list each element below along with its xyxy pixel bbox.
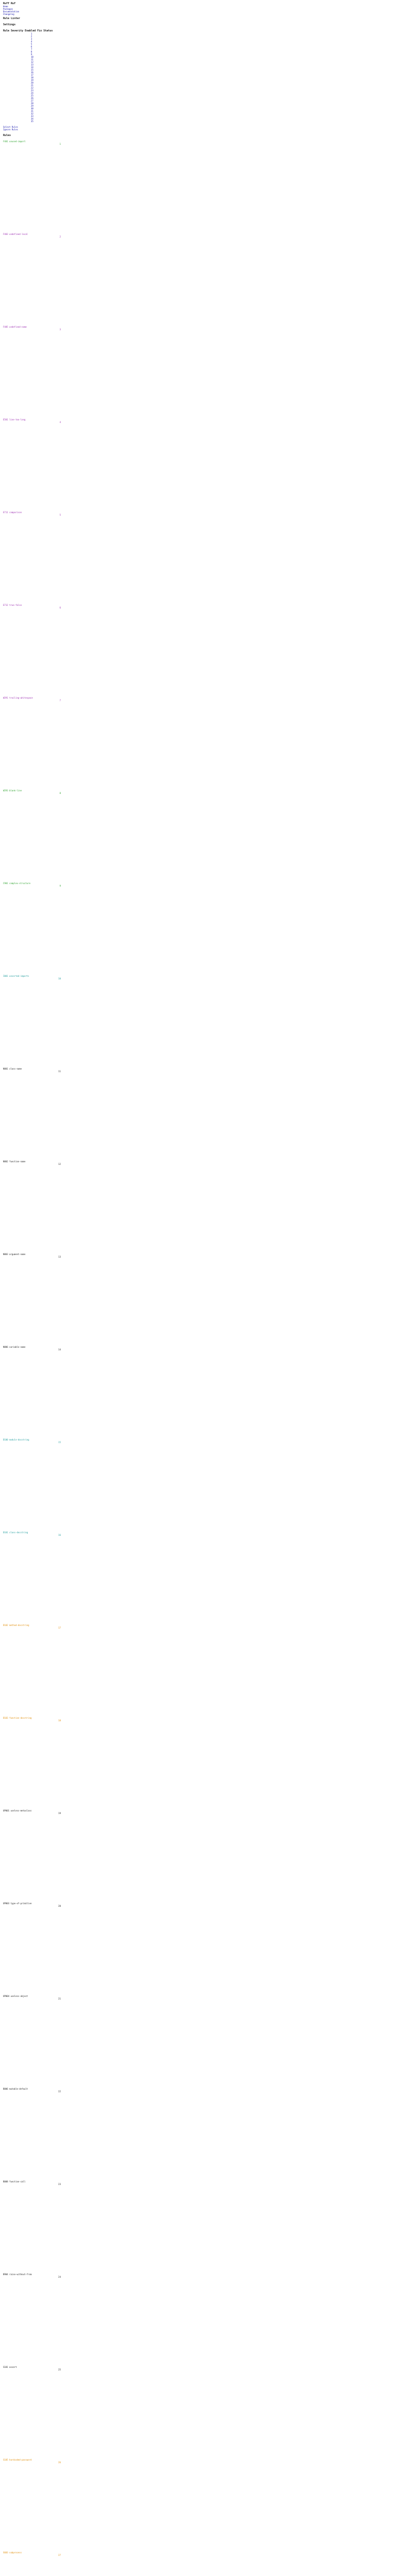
spacer <box>3 1073 65 1160</box>
spacer <box>3 2000 65 2088</box>
rule-item[interactable] <box>3 2088 65 2180</box>
spacer <box>3 145 65 233</box>
rule-name: UP004 useless-object <box>3 1995 28 1997</box>
spacer <box>3 2093 65 2180</box>
spacer <box>3 1722 65 1809</box>
note-link[interactable]: Ignore Rules <box>3 128 18 131</box>
rule-item[interactable] <box>3 233 65 326</box>
rule-name: D103 function-docstring <box>3 1717 32 1719</box>
index-item: 34 <box>31 117 33 120</box>
rule-item[interactable] <box>3 789 65 882</box>
spacer <box>3 609 65 697</box>
rule-item[interactable] <box>3 1160 65 1253</box>
spacer <box>3 1536 65 1624</box>
index-item: 25 <box>31 94 33 97</box>
rule-item[interactable] <box>3 2366 65 2459</box>
rule-name: F403 undefined-local <box>3 233 28 235</box>
rule-value: 4 <box>59 421 61 423</box>
index-item: 18 <box>31 76 33 79</box>
rule-item[interactable] <box>3 2273 65 2366</box>
index-item: 23 <box>31 89 33 92</box>
note-link[interactable]: Select Rules <box>3 126 18 128</box>
spacer <box>3 331 65 418</box>
rule-name: N801 class-name <box>3 1067 22 1070</box>
rule-item[interactable] <box>3 975 65 1067</box>
spacer <box>3 2556 65 2576</box>
rule-name: B006 mutable-default <box>3 2088 28 2090</box>
index-item: 20 <box>31 81 33 84</box>
rule-item[interactable] <box>3 697 65 789</box>
index-item: 5 <box>31 43 32 45</box>
rule-item[interactable] <box>3 882 65 975</box>
selection-notes <box>3 126 65 131</box>
rule-name: B008 function-call <box>3 2180 26 2183</box>
rule-value: 2 <box>59 235 61 238</box>
index-item: 16 <box>31 71 33 74</box>
spacer <box>3 702 65 789</box>
rule-value: 24 <box>58 2276 61 2278</box>
index-item: 3 <box>31 38 32 40</box>
index-item: 26 <box>31 97 33 99</box>
rule-value: 10 <box>58 977 61 980</box>
rule-value: 25 <box>58 2368 61 2371</box>
rule-value: 15 <box>58 1441 61 1444</box>
rule-value: 6 <box>59 606 61 609</box>
rule-value: 13 <box>58 1256 61 1258</box>
ordered-index-list <box>3 32 65 123</box>
rule-name: B904 raise-without-from <box>3 2273 32 2276</box>
index-item: 13 <box>31 63 33 66</box>
rule-name: W291 trailing-whitespace <box>3 697 33 699</box>
spacer <box>3 794 65 882</box>
spacer <box>3 423 65 511</box>
rule-name: F401 unused-import <box>3 140 26 143</box>
rule-item[interactable] <box>3 511 65 604</box>
index-item: 2 <box>31 35 32 38</box>
rule-value: 8 <box>59 792 61 794</box>
rule-value: 7 <box>59 699 61 702</box>
rule-name: F405 undefined-name <box>3 326 27 328</box>
spacer <box>3 1815 65 1902</box>
rule-value: 3 <box>59 328 61 331</box>
rule-item[interactable] <box>3 1809 65 1902</box>
rule-item[interactable] <box>3 1067 65 1160</box>
index-item: 15 <box>31 69 33 71</box>
page-subtitle: Rule Linter <box>3 17 21 20</box>
index-item: 4 <box>31 40 32 43</box>
table-heading: Rule Severity Enabled Fix Status <box>3 29 53 32</box>
index-item: 12 <box>31 61 33 63</box>
page-container <box>3 2 65 2576</box>
rule-name: S105 hardcoded-password <box>3 2459 32 2461</box>
index-item: 1 <box>31 32 32 35</box>
index-item: 17 <box>31 74 33 76</box>
index-item: 11 <box>31 58 33 61</box>
index-item: 14 <box>31 66 33 69</box>
rule-item[interactable] <box>3 604 65 697</box>
rule-item[interactable] <box>3 2551 65 2576</box>
rule-name: N803 argument-name <box>3 1253 26 1256</box>
rule-value: 5 <box>59 514 61 516</box>
index-item: 27 <box>31 99 33 102</box>
rule-value: 21 <box>58 1997 61 2000</box>
spacer <box>3 238 65 326</box>
rule-item[interactable] <box>3 1717 65 1809</box>
rule-name: W293 blank-line <box>3 789 22 792</box>
rule-name: N806 variable-name <box>3 1346 26 1348</box>
rule-item[interactable] <box>3 1438 65 1531</box>
rule-value: 12 <box>58 1163 61 1165</box>
rule-value: 22 <box>58 2090 61 2093</box>
nav-link-changelog[interactable]: Changelog <box>3 13 14 15</box>
rule-value: 14 <box>58 1348 61 1351</box>
index-item: 35 <box>31 120 33 123</box>
rule-name: D101 class-docstring <box>3 1531 28 1534</box>
index-item: 6 <box>31 45 32 48</box>
spacer <box>3 1907 65 1995</box>
rule-value: 27 <box>58 2554 61 2556</box>
rule-item[interactable] <box>3 1624 65 1717</box>
rule-name: D102 method-docstring <box>3 1624 29 1626</box>
spacer <box>3 2185 65 2273</box>
rule-name: UP003 type-of-primitive <box>3 1902 32 1905</box>
rule-value: 20 <box>58 1905 61 1907</box>
rule-name: C901 complex-structure <box>3 882 30 885</box>
spacer <box>3 516 65 604</box>
index-item: 10 <box>31 56 33 58</box>
spacer <box>3 1629 65 1717</box>
index-item: 9 <box>31 53 32 56</box>
spacer <box>3 2371 65 2459</box>
rule-value: 26 <box>58 2461 61 2464</box>
rule-item[interactable] <box>3 418 65 511</box>
spacer <box>3 887 65 975</box>
rule-name: UP001 useless-metaclass <box>3 1809 32 1812</box>
rule-name: E711 comparison <box>3 511 22 514</box>
spacer <box>3 2278 65 2366</box>
rule-item[interactable] <box>3 1902 65 1995</box>
rule-item[interactable] <box>3 1995 65 2088</box>
spacer <box>3 1444 65 1531</box>
rule-name: D100 module-docstring <box>3 1438 29 1441</box>
rule-name: I001 unsorted-imports <box>3 975 29 977</box>
rule-name: E501 line-too-long <box>3 418 26 421</box>
rule-value: 16 <box>58 1534 61 1536</box>
rule-value: 17 <box>58 1626 61 1629</box>
spacer <box>3 1258 65 1346</box>
index-item: 28 <box>31 102 33 105</box>
nav-link-documentation[interactable]: Documentation <box>3 10 20 13</box>
rule-item[interactable] <box>3 2459 65 2551</box>
index-item: 7 <box>31 48 32 50</box>
rule-item[interactable] <box>3 326 65 418</box>
index-item: 19 <box>31 79 33 81</box>
index-item: 24 <box>31 92 33 94</box>
rules-list <box>3 140 65 2576</box>
spacer <box>3 1165 65 1253</box>
nav-link-packages[interactable]: Packages <box>3 8 13 10</box>
index-item: 22 <box>31 87 33 89</box>
rule-value: 23 <box>58 2183 61 2185</box>
rule-value: 11 <box>58 1070 61 1073</box>
rule-name: E712 true-false <box>3 604 22 606</box>
nav-link-home[interactable]: Home <box>3 5 8 8</box>
rule-item[interactable] <box>3 1346 65 1438</box>
index-item: 8 <box>31 50 32 53</box>
index-item: 21 <box>31 84 33 87</box>
rule-item[interactable] <box>3 1253 65 1346</box>
spacer <box>3 2464 65 2551</box>
rule-value: 1 <box>59 143 61 145</box>
rule-item[interactable] <box>3 140 65 233</box>
rule-name: S603 subprocess <box>3 2551 22 2554</box>
index-item: 33 <box>31 115 33 117</box>
index-item: 32 <box>31 112 33 115</box>
rule-item[interactable] <box>3 1531 65 1624</box>
spacer <box>3 980 65 1067</box>
rule-name: N802 function-name <box>3 1160 26 1163</box>
rule-value: 9 <box>59 885 61 887</box>
app-title: Ruff Ruf <box>3 2 16 5</box>
rule-name: S101 assert <box>3 2366 17 2368</box>
section-heading-settings: Settings <box>3 23 16 26</box>
rule-value: 18 <box>58 1719 61 1722</box>
top-nav <box>3 5 65 15</box>
rule-item[interactable] <box>3 2180 65 2273</box>
index-item: 30 <box>31 107 33 110</box>
index-item: 29 <box>31 105 33 107</box>
spacer <box>3 1351 65 1438</box>
section-heading-rules: Rules <box>3 134 11 137</box>
index-item: 31 <box>31 110 33 112</box>
rule-value: 19 <box>58 1812 61 1815</box>
